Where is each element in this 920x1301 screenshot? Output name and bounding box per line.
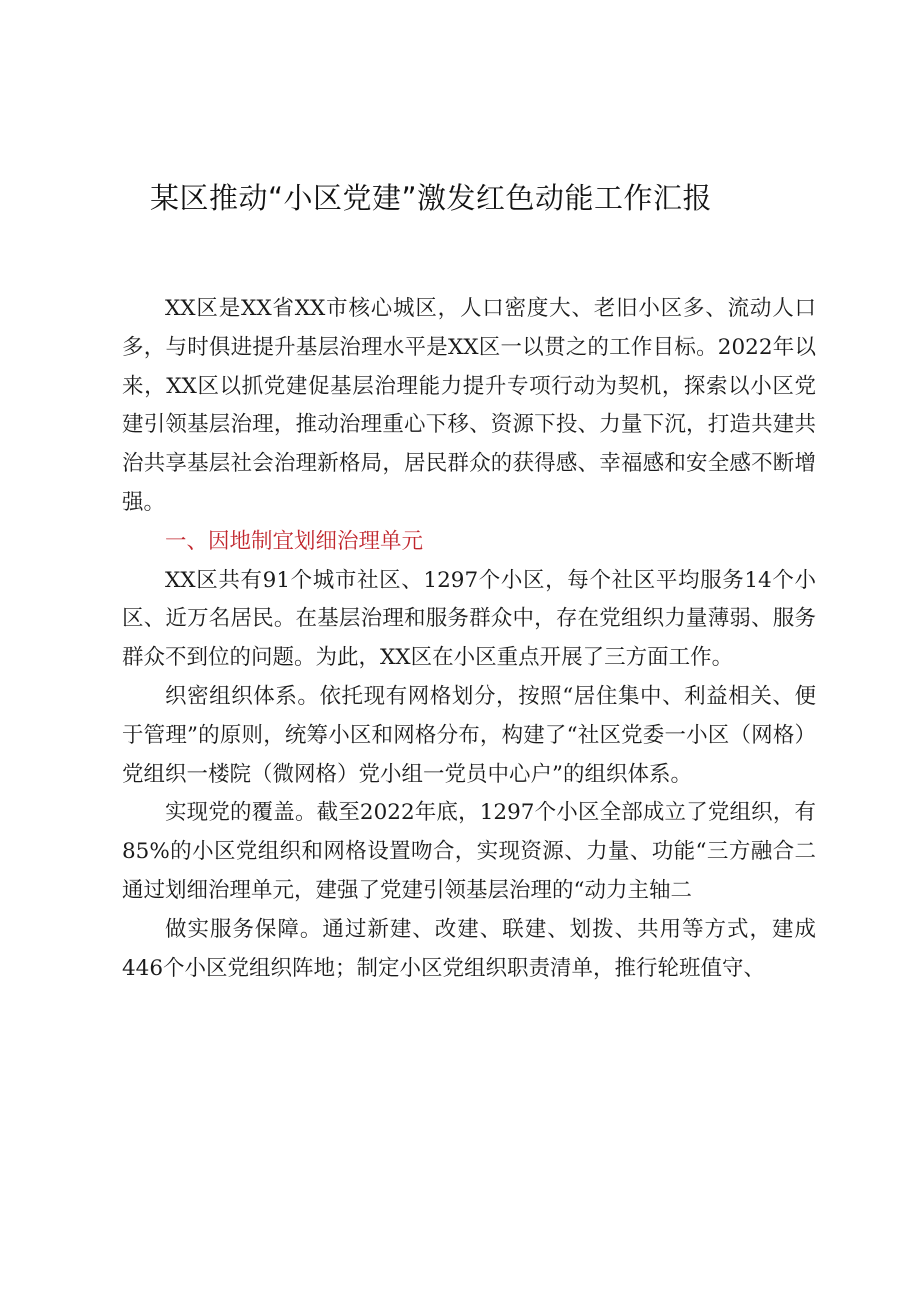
section-paragraph: 做实服务保障。通过新建、改建、联建、划拨、共用等方式，建成446个小区党组织阵地；制定小区党组织职责清单，推行轮班值守、	[122, 916, 816, 981]
section-paragraph: XX区共有91个城市社区、1297个小区，每个社区平均服务14个小区、近万名居民。在基层治理和服务群众中，存在党组织力量薄弱、服务群众不到位的问题。为此，XX区在小区重点开展了三方面工作。	[122, 567, 816, 671]
document-body	[122, 290, 816, 988]
section-paragraph: 织密组织体系。依托现有网格划分，按照“居住集中、利益相关、便于管理”的原则，统筹小区和网格分布，构建了“社区党委一小区（网格）党组织一楼院（微网格）党小组一党员中心户”的组织体系。	[122, 683, 816, 787]
intro-paragraph: XX区是XX省XX市核心城区，人口密度大、老旧小区多、流动人口多，与时俱进提升基层治理水平是XX区一以贯之的工作目标。2022年以来，XX区以抓党建促基层治理能力提升专项行动为契机，探索以小区党建引领基层治理，推动治理重心下移、资源下投、力量下沉，打造共建共治共享基层社会治理新格局，居民群众的获得感、幸福感和安全感不断增强。	[122, 296, 816, 515]
section-heading: 一、因地制宜划细治理单元	[165, 528, 424, 554]
document-title: 某区推动“小区党建”激发红色动能工作汇报	[150, 181, 713, 215]
section-paragraph: 实现党的覆盖。截至2022年底，1297个小区全部成立了党组织，有85%的小区党组织和网格设置吻合，实现资源、力量、功能“三方融合二通过划细治理单元，建强了党建引领基层治理的“动力主轴二	[122, 800, 816, 903]
